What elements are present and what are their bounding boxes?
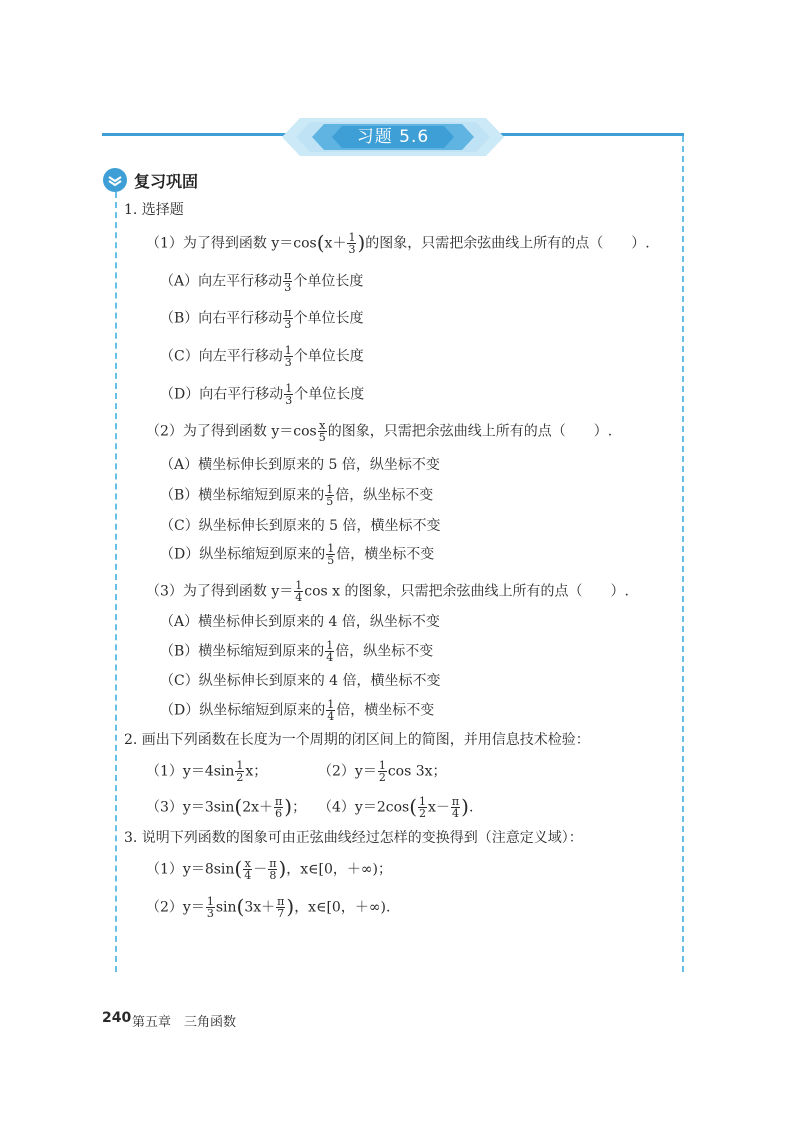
q2-stem: （2）为了得到函数 y＝cos $\frac{x}{5}$ 的图象，只需把余弦曲线上所有的点（ ）. [146,419,613,444]
section-title: 复习巩固 [134,172,199,191]
p2-item-2: （2）y＝ $\frac{1}{2}$ cos 3x； [318,759,447,784]
header-rule-left [102,133,292,136]
p3-item-1: （1）y＝8sin( $\frac{x}{4}$ － $\frac{\pi}{8}$ )，x∈[0，＋∞)； [146,856,393,882]
exercise-banner [282,118,504,156]
q1-option-d: （D）向右平行移动 $\frac{1}{3}$ 个单位长度 [160,382,365,407]
problem-3-label: 3. 说明下列函数的图象可由正弦曲线经过怎样的变换得到（注意定义域）： [124,830,583,846]
q3-option-d: （D）纵坐标缩短到原来的 $\frac{1}{4}$ 倍，横坐标不变 [160,698,435,723]
header-rule-right [494,133,684,136]
problem-2-label: 2. 画出下列函数在长度为一个周期的闭区间上的简图，并用信息技术检验： [124,732,590,748]
frame-dash-left [115,192,117,972]
q2-option-c: （C）纵坐标伸长到原来的 5 倍，横坐标不变 [160,518,441,534]
q1-stem: （1）为了得到函数 y＝cos(x＋ $\frac{1}{3}$ )的图象，只需把余弦曲线上所有的点（ ）. [146,230,650,256]
q1-option-b: （B）向右平行移动 $\frac{\pi}{3}$ 个单位长度 [160,306,364,331]
q2-option-d: （D）纵坐标缩短到原来的 $\frac{1}{5}$ 倍，横坐标不变 [160,542,435,567]
exercise-title: 习题 5.6 [356,127,430,147]
p2-item-3: （3）y＝3sin(2x＋ $\frac{\pi}{6}$ )； [146,794,307,820]
page-number: 240 [102,1010,132,1026]
q3-option-a: （A）横坐标伸长到原来的 4 倍，纵坐标不变 [160,614,440,630]
q3-option-b: （B）横坐标缩短到原来的 $\frac{1}{4}$ 倍，纵坐标不变 [160,639,434,664]
q3-option-c: （C）纵坐标伸长到原来的 4 倍，横坐标不变 [160,673,441,689]
q3-stem: （3）为了得到函数 y＝ $\frac{1}{4}$ cos x 的图象，只需把余弦曲线上所有的点（ ）. [146,579,629,604]
p3-item-2: （2）y＝ $\frac{1}{3}$ sin(3x＋ $\frac{\pi}{7}$ )，x∈[0，＋∞). [146,894,391,920]
q1-option-c: （C）向左平行移动 $\frac{1}{3}$ 个单位长度 [160,344,364,369]
review-section-icon [102,167,128,193]
q2-option-a: （A）横坐标伸长到原来的 5 倍，纵坐标不变 [160,457,440,473]
frame-dash-right [682,136,684,972]
p2-item-1: （1）y＝4sin $\frac{1}{2}$ x； [146,759,268,784]
q1-option-a: （A）向左平行移动 $\frac{\pi}{3}$ 个单位长度 [160,269,364,294]
p2-item-4: （4）y＝2cos( $\frac{1}{2}$ x－ $\frac{\pi}{4}$ ). [318,794,474,820]
q2-option-b: （B）横坐标缩短到原来的 $\frac{1}{5}$ 倍，纵坐标不变 [160,483,434,508]
chapter-title: 第五章 三角函数 [132,1015,237,1030]
problem-1-label: 1. 选择题 [124,202,184,218]
